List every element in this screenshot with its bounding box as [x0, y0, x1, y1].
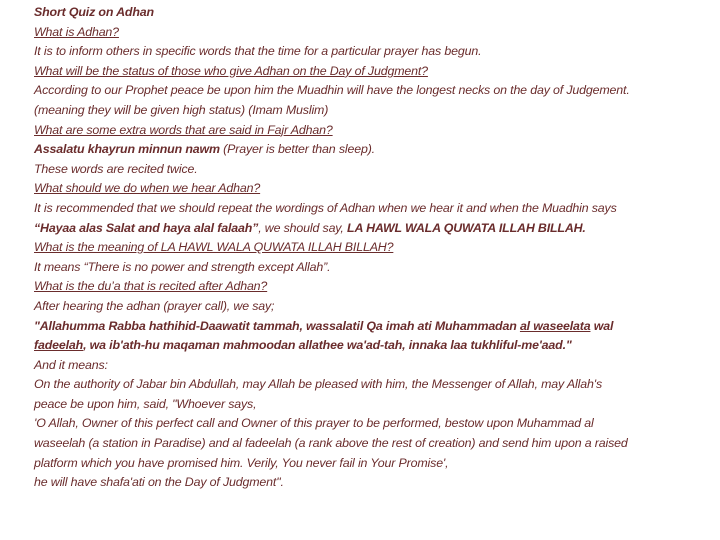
- document-title: Short Quiz on Adhan: [34, 5, 154, 19]
- dua-line-1: [34, 317, 718, 337]
- dua-line-2: [34, 336, 718, 356]
- question-4: What should we do when we hear Adhan?: [34, 181, 261, 196]
- meaning-line: On the authority of Jabar bin Abdullah, may Allah be pleased with him, the Messenger of Allah, may Allah's: [34, 377, 602, 392]
- answer-6-intro: After hearing the adhan (prayer call), we say;: [34, 298, 275, 313]
- meaning-line: 'O Allah, Owner of this perfect call and Owner of this prayer to be performed, bestow upon Muhammad al: [34, 416, 594, 431]
- dua-text-underlined: al waseelata: [519, 318, 591, 333]
- translation: (Prayer is better than sleep).: [219, 142, 375, 157]
- arabic-phrase: LA HAWL WALA QUWATA ILLAH BILLAH.: [347, 220, 586, 235]
- meaning-label: And it means:: [34, 357, 108, 372]
- question-1: What is Adhan?: [34, 24, 119, 39]
- answer-3: [34, 140, 718, 160]
- dua-text: wal: [590, 318, 614, 333]
- dua-text-underlined: fadeelah: [34, 338, 84, 353]
- meaning-line: waseelah (a station in Paradise) and al fadeelah (a rank above the rest of creation) and send him upon a raised: [34, 436, 628, 451]
- question-6: What is the du’a that is recited after Adhan?: [34, 279, 268, 294]
- answer-3-note: These words are recited twice.: [34, 161, 198, 176]
- answer-2-line-1: According to our Prophet peace be upon him the Muadhin will have the longest necks on the day of Judgement.: [34, 83, 630, 98]
- meaning-line: peace be upon him, said, "Whoever says,: [34, 396, 257, 411]
- quiz-document: [34, 3, 718, 493]
- question-3: What are some extra words that are said in Fajr Adhan?: [34, 122, 333, 137]
- arabic-phrase: Assalatu khayrun minnun nawm: [34, 142, 220, 157]
- dua-text: , wa ib'ath-hu maqaman mahmoodan allathee wa'ad-tah, innaka laa tukhliful-me'aad.": [83, 338, 572, 353]
- meaning-line: platform which you have promised him. Verily, You never fail in Your Promise',: [34, 455, 449, 470]
- dua-text: "Allahumma Rabba hathihid-Daawatit tammah, wassalatil Qa imah ati Muhammadan: [34, 318, 520, 333]
- arabic-phrase: “Hayaa alas Salat and haya alal falaah”: [34, 220, 259, 235]
- answer-text: , we should say,: [258, 220, 348, 235]
- answer-5: It means “There is no power and strength except Allah”.: [34, 259, 331, 274]
- question-2: What will be the status of those who give Adhan on the Day of Judgment?: [34, 63, 428, 78]
- answer-4-line-2: [34, 219, 718, 239]
- meaning-line: he will have shafa'ati on the Day of Judgment".: [34, 475, 284, 490]
- answer-4-line-1: It is recommended that we should repeat the wordings of Adhan when we hear it and when the Muadhin says: [34, 200, 617, 215]
- question-5: What is the meaning of LA HAWL WALA QUWATA ILLAH BILLAH?: [34, 240, 394, 255]
- answer-1: It is to inform others in specific words that the time for a particular prayer has begun.: [34, 44, 482, 59]
- answer-2-line-2: (meaning they will be given high status) (Imam Muslim): [34, 102, 329, 117]
